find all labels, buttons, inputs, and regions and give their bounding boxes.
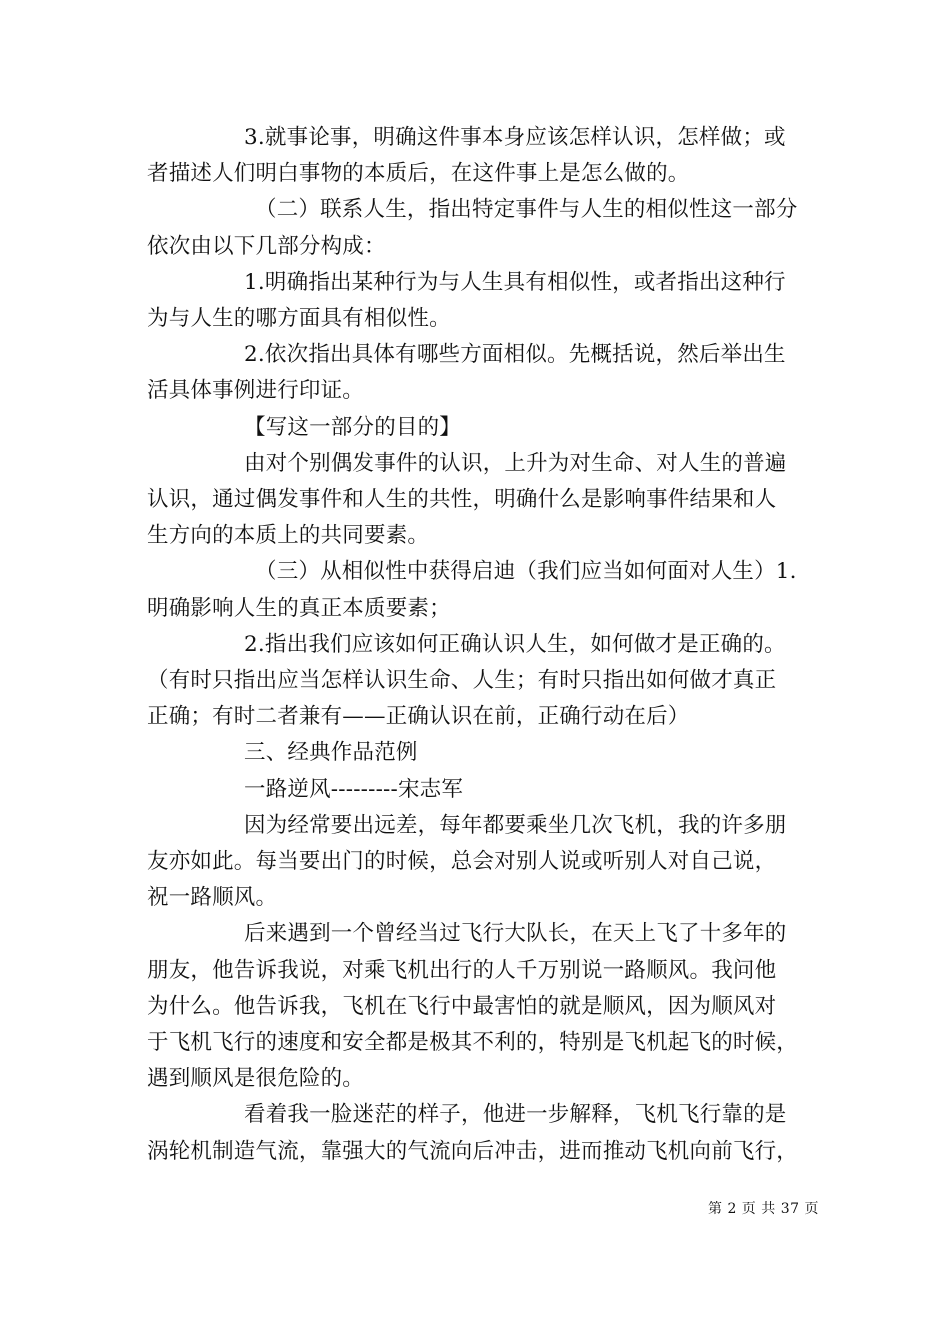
body-text [147, 120, 817, 1170]
paragraph: 由对个别偶发事件的认识，上升为对生命、对人生的普遍 认识，通过偶发事件和人生的共性，明确什么是影响事件结果和人 生方向的本质上的共同要素。 [147, 450, 787, 549]
section-heading: 三、经典作品范例 [244, 740, 418, 766]
paragraph: 2.指出我们应该如何正确认识人生，如何做才是正确的。 （有时只指出应当怎样认识生命、人生；有时只指出如何做才真正 正确；有时二者兼有——正确认识在前，正确行动在后） [147, 631, 786, 730]
paragraph: 因为经常要出远差，每年都要乘坐几次飞机，我的许多朋 友亦如此。每当要出门的时候，总会对别人说或听别人对自己说， 祝一路顺风。 [147, 812, 787, 911]
paragraph: （二）联系人生，指出特定事件与人生的相似性这一部分 依次由以下几部分构成： [147, 197, 798, 259]
paragraph: 1.明确指出某种行为与人生具有相似性，或者指出这种行 为与人生的哪方面具有相似性。 [147, 269, 786, 332]
paragraph: 后来遇到一个曾经当过飞行大队长，在天上飞了十多年的 朋友，他告诉我说，对乘飞机出行的人千万别说一路顺风。我问他 为什么。他告诉我，飞机在飞行中最害怕的就是顺风，因为顺风对 于飞机飞行的速度和安全都是极其不利的，特别是飞机起飞的时候， 遇到顺风是很危险的。 [147, 921, 799, 1092]
page-footer: 第 2 页 共 37 页 [708, 1201, 819, 1217]
paragraph: 看着我一脸迷茫的样子，他进一步解释，飞机飞行靠的是 涡轮机制造气流，靠强大的气流向后冲击，进而推动飞机向前飞行， [147, 1102, 799, 1164]
section-heading: 【写这一部分的目的】 [244, 414, 462, 440]
paragraph: （三）从相似性中获得启迪（我们应当如何面对人生）1. 明确影响人生的真正本质要素； [147, 559, 797, 621]
article-title: 一路逆风---------宋志军 [244, 776, 464, 802]
paragraph: 3.就事论事，明确这件事本身应该怎样认识，怎样做；或 者描述人们明白事物的本质后，在这件事上是怎么做的。 [147, 125, 786, 187]
paragraph: 2.依次指出具体有哪些方面相似。先概括说，然后举出生 活具体事例进行印证。 [147, 342, 786, 404]
